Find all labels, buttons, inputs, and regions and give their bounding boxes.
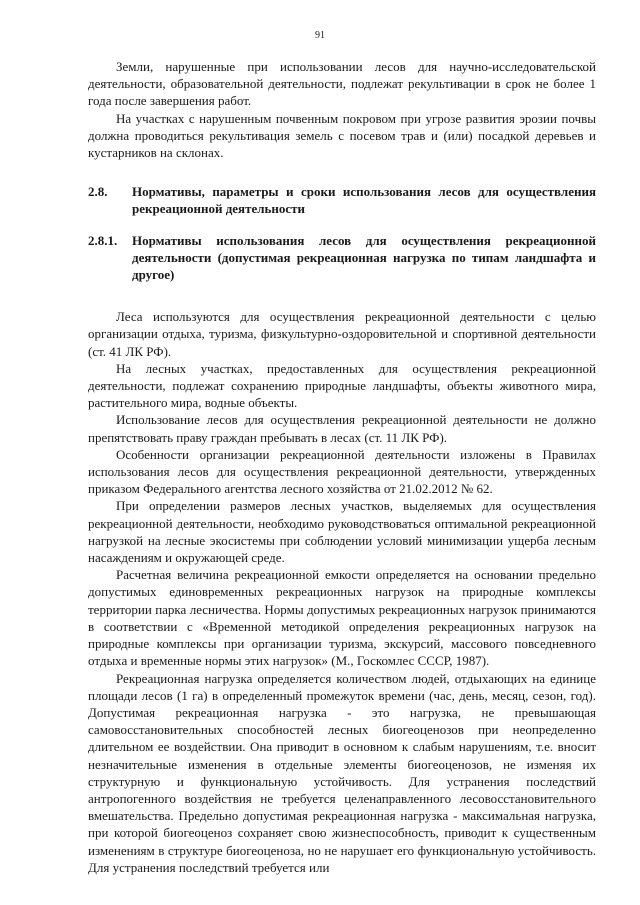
document-body [88, 58, 596, 876]
subsection-heading [88, 232, 596, 284]
section-number: 2.8. [88, 184, 108, 200]
section-heading [88, 183, 596, 217]
page-number: 91 [315, 30, 325, 41]
paragraph: Земли, нарушенные при использовании лесов для научно-исследовательской деятельности, образовательной деятельности, подлежат рекультивации в срок не более 1 года после завершения работ. [88, 59, 596, 109]
paragraph: При определении размеров лесных участков, выделяемых для осуществления рекреационной деятельности, необходимо руководствоваться оптимальной рекреационной нагрузкой на лесные экосистемы при соблюдении условий минимизации ущерба лесным насаждениям и окружающей среде. [88, 498, 596, 566]
paragraph: Особенности организации рекреационной деятельности изложены в Правилах использования лесов для осуществления рекреационной деятельности, утвержденных приказом Федерального агентства лесного хозяйства от 21.02.2012 № 62. [88, 446, 596, 497]
section-title: Нормативы, параметры и сроки использования лесов для осуществления рекреационной деятельности [132, 184, 596, 217]
subsection-title: Нормативы использования лесов для осуществления рекреационной деятельности (допустимая рекреационная нагрузка по типам ландшафта и другое) [132, 232, 596, 283]
paragraph: Леса используются для осуществления рекреационной деятельности с целью организации отдыха, туризма, физкультурно-оздоровительной и спортивной деятельности (ст. 41 ЛК РФ). [88, 309, 596, 359]
paragraph: На лесных участках, предоставленных для осуществления рекреационной деятельности, подлежат сохранению природные ландшафты, объекты животного мира, растительного мира, водные объекты. [88, 360, 596, 411]
paragraph: На участках с нарушенным почвенным покровом при угрозе развития эрозии почвы должна проводиться рекультивация земель с посевом трав и (или) посадкой деревьев и кустарников на склонах. [88, 110, 596, 161]
paragraph: Использование лесов для осуществления рекреационной деятельности не должно препятствовать праву граждан пребывать в лесах (ст. 11 ЛК РФ). [88, 412, 596, 445]
paragraph: Расчетная величина рекреационной емкости определяется на основании предельно допустимых единовременных рекреационных нагрузок на природные комплексы территории парка лесничества. Нормы допустимых рекреационных нагрузок принимаются в соответствии с «Временной методикой определения рекреационных нагрузок на природные комплексы при организации туризма, экскурсий, массового повседневного отдыха и временные нормы этих нагрузок» (М., Госкомлес СССР, 1987). [88, 567, 596, 669]
paragraph: Рекреационная нагрузка определяется количеством людей, отдыхающих на единице площади лесов (1 га) в определенный промежуток времени (час, день, месяц, сезон, год). Допустимая рекреационная нагрузка - это нагрузка, не превышающая самовосстановительных способностей лесных биогеоценозов при неопределенно длительном ее воздействии. Она приводит в основном к слабым нарушениям, т.е. вносит незначительные изменения в отдельные элементы биогеоценозов, не изменяя их структурную и функциональную устойчивость. Для устранения последствий антропогенного воздействия не требуется целенаправленного лесовосстановительного вмешательства. Предельно допустимая рекреационная нагрузка - максимальная нагрузка, при которой биогеоценоз сохраняет свою жизнеспособность, приводит к существенным изменениям в структуре биогеоценоза, но не нарушает его функциональную устойчивость. Для устранения последствий требуется или [88, 670, 596, 875]
subsection-number: 2.8.1. [88, 232, 118, 248]
